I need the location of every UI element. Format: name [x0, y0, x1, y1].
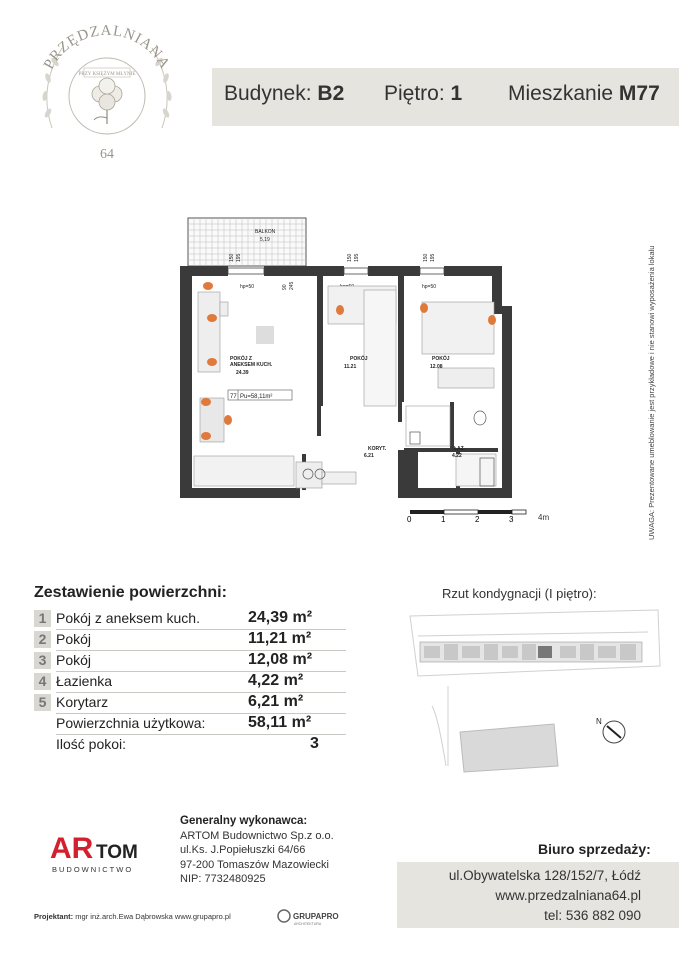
floor-plan: [160, 210, 530, 530]
svg-text:195: 195: [236, 253, 242, 262]
svg-text:PRZĘDZALNIANA: [41, 23, 173, 72]
overview-title: Rzut kondygnacji (I piętro):: [442, 586, 597, 601]
balcony-area: 5,19: [260, 237, 270, 243]
contractor-company: ARTOM Budownictwo Sp.z o.o.: [180, 829, 334, 842]
svg-text:195: 195: [430, 253, 436, 262]
svg-text:GRUPAPRO: GRUPAPRO: [293, 912, 339, 921]
logo-tagline: PRZY KSIĘŻYM MŁYNIE: [78, 72, 136, 77]
logo-number: 64: [100, 147, 114, 162]
svg-text:150: 150: [347, 253, 353, 262]
svg-text:3: 3: [509, 515, 514, 524]
corridor-area: 6.21: [364, 453, 374, 459]
sales-address: ul.Obywatelska 128/152/7, Łódź: [448, 868, 641, 883]
svg-text:0: 0: [407, 515, 412, 524]
room3-name: POKÓJ: [432, 356, 450, 362]
balcony: [188, 218, 306, 266]
svg-text:77: 77: [230, 394, 237, 400]
apartment-label: Mieszkanie M77: [508, 82, 660, 105]
floor-label: Piętro: 1: [384, 82, 463, 105]
contractor-heading: Generalny wykonawca:: [180, 815, 308, 827]
scale-label-4m: 4m: [538, 513, 550, 522]
svg-text:AR: AR: [50, 832, 94, 865]
svg-text:245: 245: [289, 281, 295, 290]
room2-area: 11.21: [344, 364, 357, 370]
svg-text:TOM: TOM: [96, 842, 138, 863]
contractor-street: ul.Ks. J.Popiełuszki 64/66: [180, 844, 306, 856]
svg-text:150: 150: [423, 253, 429, 262]
areas-title: Zestawienie powierzchni:: [34, 584, 227, 601]
cotton-icon: [92, 78, 122, 124]
bath-area: 4.22: [452, 453, 462, 459]
sales-info: [397, 862, 679, 928]
apartment-header: [212, 68, 679, 126]
area-row: 5 Korytarz 6,21 m²: [34, 693, 334, 713]
contractor-city: 97-200 Tomaszów Mazowiecki: [180, 858, 329, 871]
przedzalniana-logo: [22, 18, 192, 168]
area-row: 2 Pokój 11,21 m²: [34, 630, 334, 650]
sales-title: Biuro sprzedaży:: [538, 841, 651, 857]
rooms-count-row: Ilość pokoi: 3: [56, 735, 319, 752]
floor-value: 1: [450, 82, 463, 105]
area-row: 3 Pokój 12,08 m²: [34, 651, 334, 671]
total-area-badge: [228, 390, 292, 400]
svg-text:N: N: [596, 717, 602, 726]
compass-icon: [596, 717, 625, 743]
svg-text:ARCHITEKTURA: ARCHITEKTURA: [294, 922, 322, 926]
area-row: 4 Łazienka 4,22 m²: [34, 672, 334, 692]
svg-text:Pu=58,11m²: Pu=58,11m²: [240, 394, 273, 400]
svg-text:1: 1: [441, 515, 446, 524]
svg-text:BUDOWNICTWO: BUDOWNICTWO: [52, 865, 134, 874]
floor-overview-map: [408, 606, 668, 776]
room2-name: POKÓJ: [350, 356, 368, 362]
furniture: [194, 286, 496, 488]
room1-area: 24.39: [236, 370, 249, 376]
svg-text:195: 195: [354, 253, 360, 262]
sales-website[interactable]: www.przedzalniana64.pl: [495, 888, 641, 903]
apartment-value: M77: [618, 82, 660, 105]
building-label: Budynek: B2: [224, 82, 345, 105]
logo-name: PRZĘDZALNIANA: [41, 22, 173, 73]
room3-area: 12.08: [430, 364, 443, 370]
grupapro-logo: [276, 906, 342, 928]
building-value: B2: [317, 82, 345, 105]
furniture-note: UWAGA: Prezentowane umeblowanie jest przykładowe i nie stanowi wyposażenia lokalu: [647, 245, 656, 540]
contractor-nip: NIP: 7732480925: [180, 873, 266, 885]
contractor-info: [180, 814, 334, 887]
apartment-highlight: [538, 646, 552, 658]
scale-bar: [407, 510, 526, 524]
room1-name-a: POKÓJ Z: [230, 356, 252, 362]
room1-name-b: ANEKSEM KUCH.: [230, 362, 273, 368]
corridor-name: KORYT.: [368, 446, 387, 452]
svg-text:90: 90: [282, 284, 288, 290]
window-label-3: hp=50: [422, 284, 437, 290]
artom-logo: [46, 822, 146, 882]
area-row: 1 Pokój z aneksem kuch. 24,39 m²: [34, 609, 334, 629]
balcony-label: BALKON: [255, 229, 276, 235]
bath-name: ŁAZ.: [454, 446, 466, 452]
window-label-1: hp=50: [240, 284, 255, 290]
sales-phone[interactable]: tel: 536 882 090: [544, 908, 641, 923]
projektant-credit: Projektant: mgr inż.arch.Ewa Dąbrowska www.grupapro.pl: [34, 912, 231, 921]
usable-area-row: Powierzchnia użytkowa: 58,11 m²: [34, 714, 334, 734]
svg-text:2: 2: [475, 515, 480, 524]
svg-text:150: 150: [229, 253, 235, 262]
